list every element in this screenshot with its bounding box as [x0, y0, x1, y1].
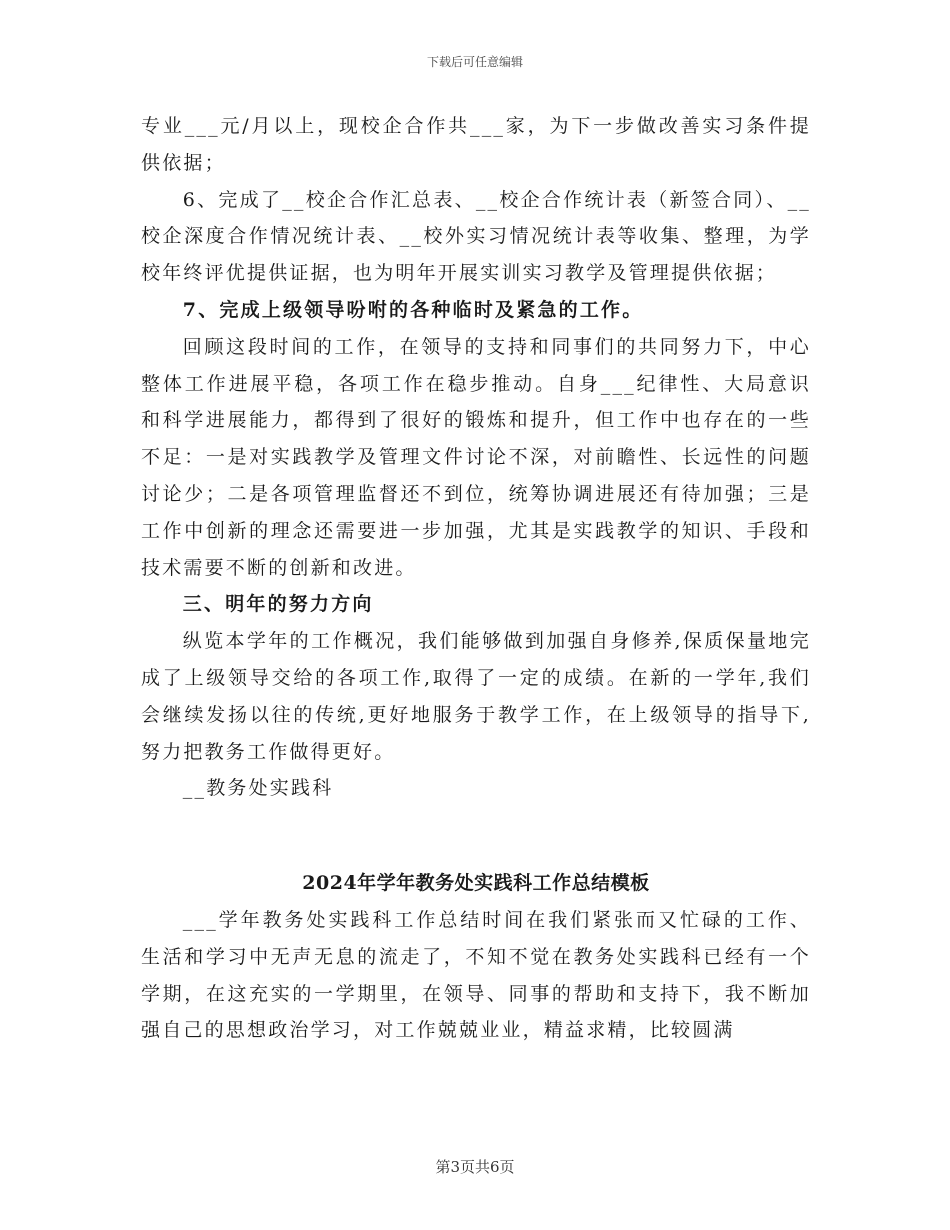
signature-line: __教务处实践科: [182, 777, 334, 800]
page-header: 下载后可任意编辑: [426, 55, 523, 69]
section-heading: 三、明年的努力方向: [182, 593, 374, 616]
paragraph: 回顾这段时间的工作，在领导的支持和同事们的共同努力下，中心整体工作进展平稳，各项工作在稳步推动。自身___纪律性、大局意识和科学进展能力，都得到了很好的锻炼和提升，但工作中也存在的一些不足：一是对实践教学及管理文件讨论不深，对前瞻性、长远性的问题讨论少；二是各项管理监督还不到位，统筹协调进展还有待加强；三是工作中创新的理念还需要进一步加强，尤其是实践教学的知识、手段和技术需要不断的创新和改进。: [141, 335, 811, 579]
section-heading: 7、完成上级领导吩咐的各种临时及紧急的工作。: [182, 298, 644, 321]
paragraph: ___学年教务处实践科工作总结时间在我们紧张而又忙碌的工作、生活和学习中无声无息的流走了，不知不觉在教务处实践科已经有一个学期，在这充实的一学期里，在领导、同事的帮助和支持下，我不断加强自己的思想政治学习，对工作兢兢业业，精益求精，比较圆满: [141, 908, 811, 1042]
paragraph: 专业___元/月以上，现校企合作共___家，为下一步做改善实习条件提供依据；: [141, 115, 811, 174]
page-number: 第3页共6页: [435, 1158, 515, 1176]
paragraph: 纵览本学年的工作概况，我们能够做到加强自身修养,保质保量地完成了上级领导交给的各项工作,取得了一定的成绩。在新的一学年,我们会继续发扬以往的传统,更好地服务于教学工作，在上级领导的指导下,努力把教务工作做得更好。: [141, 630, 811, 763]
document-title: 2024年学年教务处实践科工作总结模板: [302, 872, 650, 895]
document-body: [141, 108, 811, 1049]
paragraph: 6、完成了__校企合作汇总表、__校企合作统计表（新签合同）、__校企深度合作情况统计表、__校外实习情况统计表等收集、整理，为学校年终评优提供证据，也为明年开展实训实习教学及管理提供依据；: [141, 188, 811, 285]
